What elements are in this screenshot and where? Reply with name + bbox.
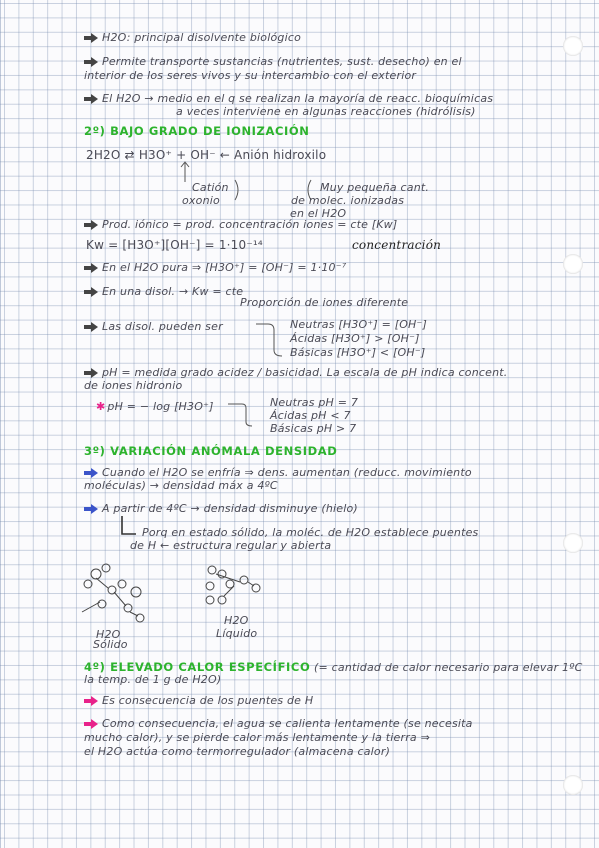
annotation: concentración bbox=[352, 238, 442, 252]
list-item: Neutras pH = 7 bbox=[270, 396, 359, 409]
note-line: Las disol. pueden ser bbox=[84, 320, 223, 333]
note-line: Prod. iónico = prod. concentración iones = cte [Kw] bbox=[84, 218, 397, 231]
arrow-bullet-icon bbox=[84, 34, 98, 42]
note-line: En el H2O pura ⇒ [H3O⁺] = [OH⁻] = 1·10⁻⁷ bbox=[84, 261, 346, 274]
note-line: moléculas) → densidad máx a 4ºC bbox=[84, 479, 278, 492]
arrow-bullet-icon bbox=[84, 469, 98, 477]
note-line: la temp. de 1 g de H2O) bbox=[84, 673, 222, 686]
annotation: oxonio bbox=[182, 194, 220, 207]
note-line: Permite transporte sustancias (nutrientes, sust. desecho) en el bbox=[84, 55, 462, 68]
arrow-bullet-icon bbox=[84, 221, 98, 229]
page-margin bbox=[0, 0, 1, 848]
note-line: interior de los seres vivos y su intercambio con el exterior bbox=[84, 69, 417, 82]
note-line: Porq en estado sólido, la moléc. de H2O establece puentes bbox=[142, 526, 479, 539]
arrow-bullet-icon bbox=[84, 369, 98, 377]
arrow-bullet-icon bbox=[84, 288, 98, 296]
note-line: de H ← estructura regular y abierta bbox=[130, 539, 332, 552]
note-line: a veces interviene en algunas reacciones (hidrólisis) bbox=[176, 105, 476, 118]
arrow-bullet-icon bbox=[84, 58, 98, 66]
arrow-bullet-icon bbox=[84, 323, 98, 331]
binder-hole bbox=[563, 533, 583, 553]
note-line: Como consecuencia, el agua se calienta lentamente (se necesita bbox=[84, 717, 473, 730]
note-line: Cuando el H2O se enfría ⇒ dens. aumentan (reducc. movimiento bbox=[84, 466, 472, 479]
arrow-bullet-icon bbox=[84, 720, 98, 728]
molecule-drawing-icon bbox=[196, 560, 282, 612]
list-item: Básicas pH > 7 bbox=[270, 422, 357, 435]
list-item: Básicas [H3O⁺] < [OH⁻] bbox=[290, 346, 426, 359]
equation: Kw = [H3O⁺][OH⁻] = 1·10⁻¹⁴ bbox=[86, 238, 263, 252]
note-line: Es consecuencia de los puentes de H bbox=[84, 694, 313, 707]
list-item: Neutras [H3O⁺] = [OH⁻] bbox=[290, 318, 428, 331]
caption: H2O bbox=[96, 628, 121, 641]
equation: 2H2O ⇄ H3O⁺ + OH⁻ ← Anión hidroxilo bbox=[86, 148, 327, 162]
note-line: A partir de 4ºC → densidad disminuye (hielo) bbox=[84, 502, 358, 515]
note-line: mucho calor), y se pierde calor más lentamente y la tierra ⇒ bbox=[84, 731, 430, 744]
caption: Líquido bbox=[216, 627, 258, 640]
binder-hole bbox=[563, 254, 583, 274]
annotation: Proporción de iones diferente bbox=[240, 296, 409, 309]
binder-hole bbox=[563, 775, 583, 795]
molecule-drawing-icon bbox=[74, 560, 160, 636]
note-line: pH = medida grado acidez / basicidad. La escala de pH indica concent. bbox=[84, 366, 507, 379]
brace-icon bbox=[226, 396, 270, 430]
note-line: En una disol. → Kw = cte bbox=[84, 285, 243, 298]
annotation: de molec. ionizadas bbox=[291, 194, 405, 207]
caption: Sólido bbox=[93, 638, 128, 651]
annotation: Catión bbox=[192, 181, 229, 194]
binder-hole bbox=[563, 36, 583, 56]
arrow-bullet-icon bbox=[84, 95, 98, 103]
annotation: Muy pequeña cant. bbox=[320, 181, 430, 194]
star-icon: ✱ bbox=[96, 400, 106, 413]
brace-icon bbox=[254, 316, 288, 360]
list-item: Ácidas pH < 7 bbox=[270, 409, 351, 422]
note-line: El H2O → medio en el q se realizan la mayoría de reacc. bioquímicas bbox=[84, 92, 493, 105]
note-line: de iones hidronio bbox=[84, 379, 183, 392]
section-heading: 3º) VARIACIÓN ANÓMALA DENSIDAD bbox=[84, 444, 338, 458]
formula-line: ✱ pH = − log [H3O⁺] bbox=[96, 400, 214, 413]
list-item: Ácidas [H3O⁺] > [OH⁻] bbox=[290, 332, 420, 345]
caption: H2O bbox=[224, 614, 249, 627]
section-heading: 2º) BAJO GRADO DE IONIZACIÓN bbox=[84, 124, 310, 138]
section-heading-line: 4º) ELEVADO CALOR ESPECÍFICO (= cantidad de calor necesario para elevar 1ºC bbox=[84, 660, 583, 674]
arrow-bullet-icon bbox=[84, 505, 98, 513]
note-line: H2O: principal disolvente biológico bbox=[84, 31, 301, 44]
hook-arrow-icon bbox=[118, 514, 138, 540]
note-line: el H2O actúa como termorregulador (almacena calor) bbox=[84, 745, 391, 758]
arrow-bullet-icon bbox=[84, 264, 98, 272]
pointer-arrow-icon bbox=[180, 160, 190, 182]
arrow-bullet-icon bbox=[84, 697, 98, 705]
annotation: en el H2O bbox=[290, 207, 347, 220]
